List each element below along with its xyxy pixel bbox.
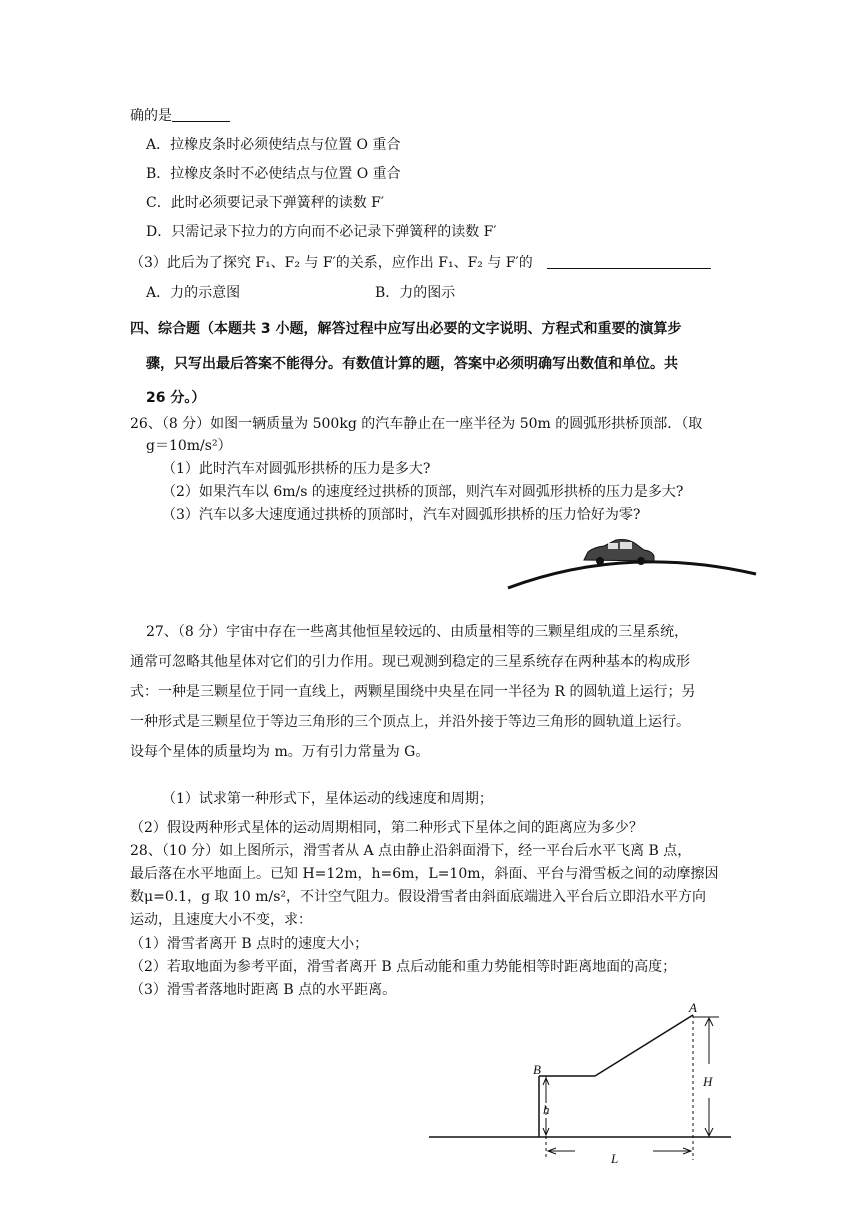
section4-line1: 四、综合题（本题共 3 小题，解答过程中应写出必要的文字说明、方程式和重要的演算步: [130, 321, 682, 337]
q28-line4: 运动，且速度大小不变，求：: [130, 912, 312, 928]
label-L: L: [611, 1151, 619, 1166]
q27-line2: 通常可忽略其他星体对它们的引力作用。现已观测到稳定的三星系统存在两种基本的构成形: [130, 654, 690, 670]
q27-line4: 一种形式是三颗星位于等边三角形的三个顶点上，并沿外接于等边三角形的圆轨道上运行。: [130, 714, 690, 730]
q26-part2: （2）如果汽车以 6m/s 的速度经过拱桥的顶部，则汽车对圆弧形拱桥的压力是多大?: [162, 484, 684, 500]
q25-part3-option-b: B．力的图示: [375, 285, 456, 301]
q25-option-d: D．只需记录下拉力的方向而不必记录下弹簧秤的读数 F′: [146, 224, 497, 240]
q27-line1-text: 27、（8 分）宇宙中存在一些离其他恒星较远的、由质量相等的三颗星组成的三星系统，: [146, 624, 689, 640]
q28-line2: 最后落在水平地面上。已知 H=12m，h=6m，L=10m，斜面、平台与滑雪板之间的动摩擦因: [130, 866, 719, 882]
q25-part3-option-a: A．力的示意图: [146, 285, 241, 301]
q25-lead-text: 确的是: [130, 108, 172, 124]
q28-line1: 28、（10 分）如上图所示，滑雪者从 A 点由静止沿斜面滑下，经一平台后水平飞离 B 点，: [130, 843, 692, 859]
q27-line5: 设每个星体的质量均为 m。万有引力常量为 G。: [130, 744, 430, 760]
q27-line1: [146, 622, 688, 642]
q25-option-c: C．此时必须要记录下弹簧秤的读数 F′: [146, 195, 385, 211]
q25-part3-text: （3）此后为了探究 F₁、F₂ 与 F′的关系，应作出 F₁、F₂ 与 F′的: [130, 255, 533, 271]
q25-option-b: B．拉橡皮条时不必使结点与位置 O 重合: [146, 166, 401, 182]
q26-part3: （3）汽车以多大速度通过拱桥的顶部时，汽车对圆弧形拱桥的压力恰好为零?: [162, 507, 641, 523]
q26-part1: （1）此时汽车对圆弧形拱桥的压力是多大?: [162, 461, 431, 477]
q27-part1: （1）试求第一种形式下，星体运动的线速度和周期；: [162, 791, 493, 807]
q25-part3: [130, 253, 711, 273]
q26-line1: 26、（8 分）如图一辆质量为 500kg 的汽车静止在一座半径为 50m 的圆弧形拱桥顶部．（取: [130, 416, 703, 432]
ski-slope-figure: [425, 1000, 745, 1180]
label-H: H: [703, 1074, 713, 1089]
q27-part2: （2）假设两种形式星体的运动周期相同，第二种形式下星体之间的距离应为多少？: [130, 820, 643, 836]
arch-bridge-figure: [504, 530, 764, 600]
q27-line3: 式：一种是三颗星位于同一直线上，两颗星围绕中央星在同一半径为 R 的圆轨道上运行；另: [130, 684, 696, 700]
q25-option-a: A．拉橡皮条时必须使结点与位置 O 重合: [146, 137, 401, 153]
q28-line3: 数μ=0.1，g 取 10 m/s²，不计空气阻力。假设滑雪者由斜面底端进入平台后立即沿水平方向: [130, 889, 707, 905]
car-icon: [584, 540, 654, 566]
answer-blank: [172, 107, 230, 122]
q26-line2: g＝10m/s²）: [146, 438, 232, 454]
answer-blank: [547, 254, 711, 269]
label-h: h: [543, 1102, 550, 1117]
q25-lead: [130, 106, 230, 126]
section4-line3: 26 分。）: [146, 390, 206, 406]
slope-line: [595, 1015, 693, 1076]
label-B: B: [533, 1062, 541, 1077]
q28-part3: （3）滑雪者落地时距离 B 点的水平距离。: [130, 982, 397, 998]
q28-part2: （2）若取地面为参考平面，滑雪者离开 B 点后动能和重力势能相等时距离地面的高度；: [130, 959, 677, 975]
section4-line2: 骤，只写出最后答案不能得分。有数值计算的题，答案中必须明确写出数值和单位。共: [146, 356, 678, 372]
label-A: A: [689, 1000, 697, 1015]
q28-part1: （1）滑雪者离开 B 点时的速度大小；: [130, 936, 369, 952]
